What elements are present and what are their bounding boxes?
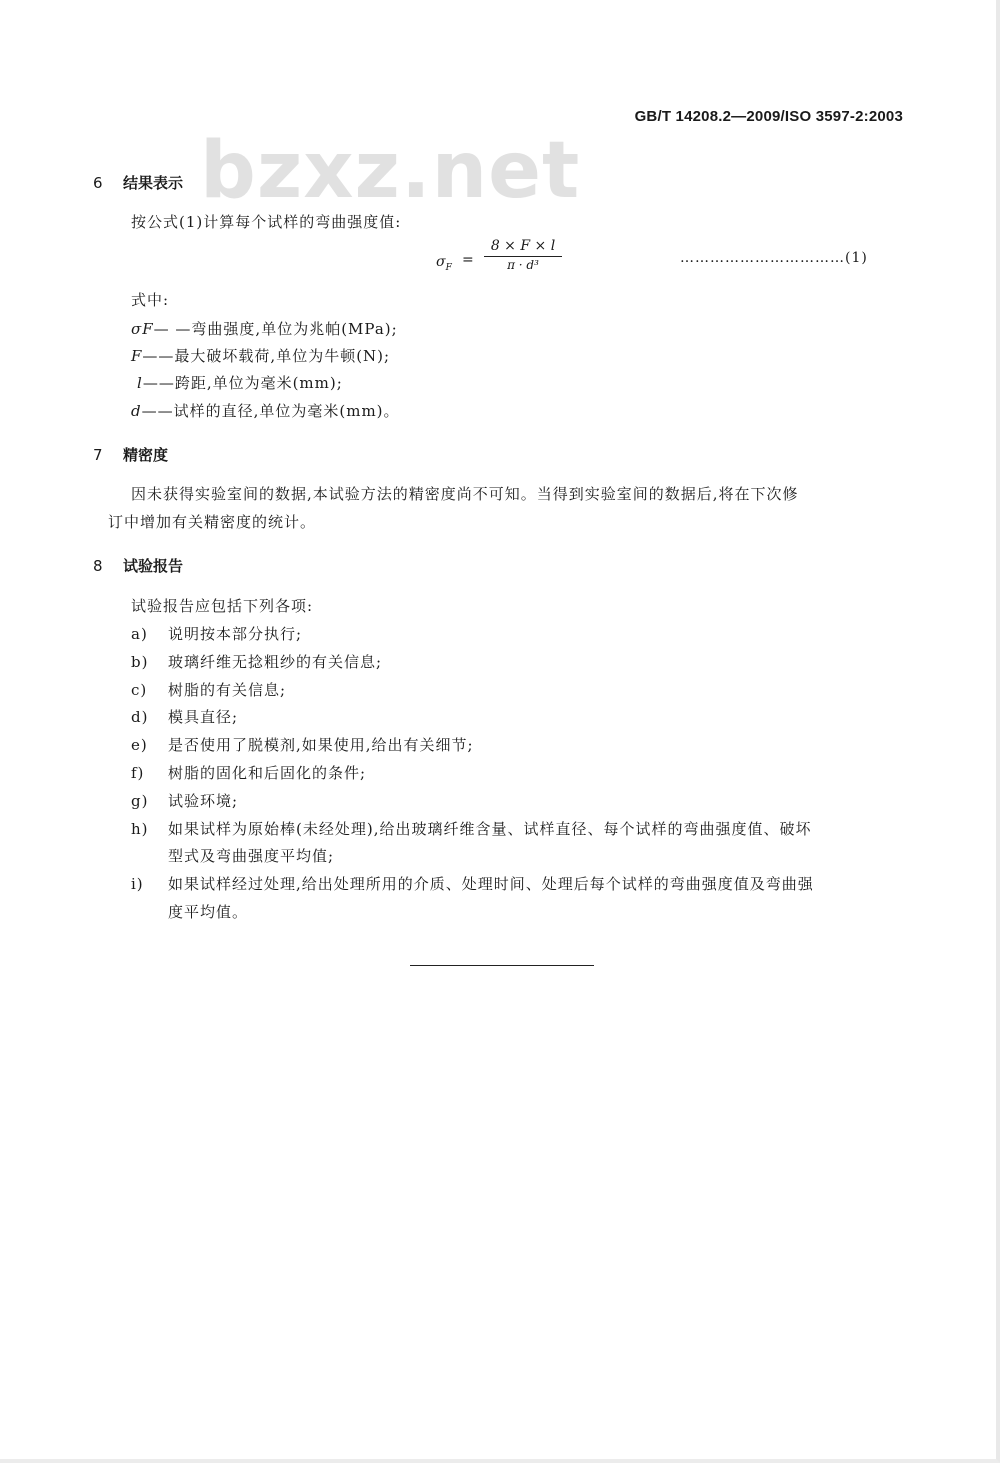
section-7-text-line2: 订中增加有关精密度的统计。 — [108, 513, 317, 531]
variable-desc: — —弯曲强度,单位为兆帕(MPa); — [153, 320, 398, 338]
list-label: c) — [131, 681, 148, 699]
formula-numerator: 8 × F × l — [484, 238, 562, 257]
variable-desc: ——试样的直径,单位为毫米(mm)。 — [141, 402, 400, 420]
variable-desc: ——跨距,单位为毫米(mm); — [142, 374, 343, 392]
list-item — [131, 815, 811, 843]
section-number: 8 — [93, 557, 103, 575]
list-item — [131, 787, 238, 815]
list-text: 说明按本部分执行; — [168, 625, 303, 643]
variable-l — [137, 372, 343, 393]
list-text: 模具直径; — [168, 708, 239, 726]
formula-lhs: $\sigma_F$ — [436, 254, 452, 273]
section-title: 试验报告 — [123, 557, 184, 575]
section-title: 结果表示 — [123, 174, 184, 192]
watermark: bzxz.net — [200, 126, 581, 216]
variable-f — [131, 345, 390, 366]
where-label: 式中: — [131, 291, 170, 309]
section-7-heading — [93, 444, 168, 465]
section-6-heading — [93, 172, 183, 193]
list-item — [131, 703, 238, 731]
list-item — [131, 870, 814, 898]
section-number: 7 — [93, 446, 103, 464]
variable-sigma-f — [131, 318, 398, 339]
list-item-continuation: 型式及弯曲强度平均值; — [168, 847, 335, 865]
section-7-text-line1: 因未获得实验室间的数据,本试验方法的精密度尚不可知。当得到实验室间的数据后,将在下次修 — [131, 485, 799, 503]
list-item — [131, 731, 474, 759]
variable-d — [131, 400, 400, 421]
list-item — [131, 759, 366, 787]
list-label: a) — [131, 625, 148, 643]
formula-denominator: π · d³ — [507, 258, 539, 272]
list-item — [131, 620, 302, 648]
list-text: 树脂的有关信息; — [168, 681, 287, 699]
section-number: 6 — [93, 174, 103, 192]
variable-symbol: F — [131, 347, 143, 365]
section-title: 精密度 — [123, 446, 169, 464]
list-label: b) — [131, 653, 149, 671]
variable-symbol: l — [137, 374, 143, 392]
list-label: d) — [131, 708, 149, 726]
list-text: 树脂的固化和后固化的条件; — [168, 764, 367, 782]
equation-number: ……………………………(1) — [680, 250, 868, 266]
list-item — [131, 676, 286, 704]
list-text: 如果试样经过处理,给出处理所用的介质、处理时间、处理后每个试样的弯曲强度值及弯曲强 — [168, 875, 814, 893]
section-8-intro: 试验报告应包括下列各项: — [131, 597, 314, 615]
end-rule — [410, 965, 594, 966]
list-label: f) — [131, 764, 145, 782]
list-label: i) — [131, 875, 144, 893]
list-text: 玻璃纤维无捻粗纱的有关信息; — [168, 653, 383, 671]
list-text: 是否使用了脱模剂,如果使用,给出有关细节; — [168, 736, 474, 754]
variable-symbol: d — [131, 402, 142, 420]
variable-symbol: σF — [131, 320, 154, 338]
list-label: g) — [131, 792, 149, 810]
list-text: 试验环境; — [168, 792, 239, 810]
formula-fraction — [484, 238, 562, 272]
section-6-intro: 按公式(1)计算每个试样的弯曲强度值: — [131, 213, 402, 231]
list-item — [131, 648, 382, 676]
section-8-heading — [93, 555, 183, 576]
list-label: h) — [131, 820, 149, 838]
list-label: e) — [131, 736, 148, 754]
list-item-continuation: 度平均值。 — [168, 903, 249, 921]
variable-desc: ——最大破坏载荷,单位为牛顿(N); — [142, 347, 391, 365]
standard-header: GB/T 14208.2—2009/ISO 3597-2:2003 — [634, 108, 903, 125]
list-text: 如果试样为原始棒(未经处理),给出玻璃纤维含量、试样直径、每个试样的弯曲强度值、破坏 — [168, 820, 812, 838]
formula-equals: = — [462, 252, 474, 268]
